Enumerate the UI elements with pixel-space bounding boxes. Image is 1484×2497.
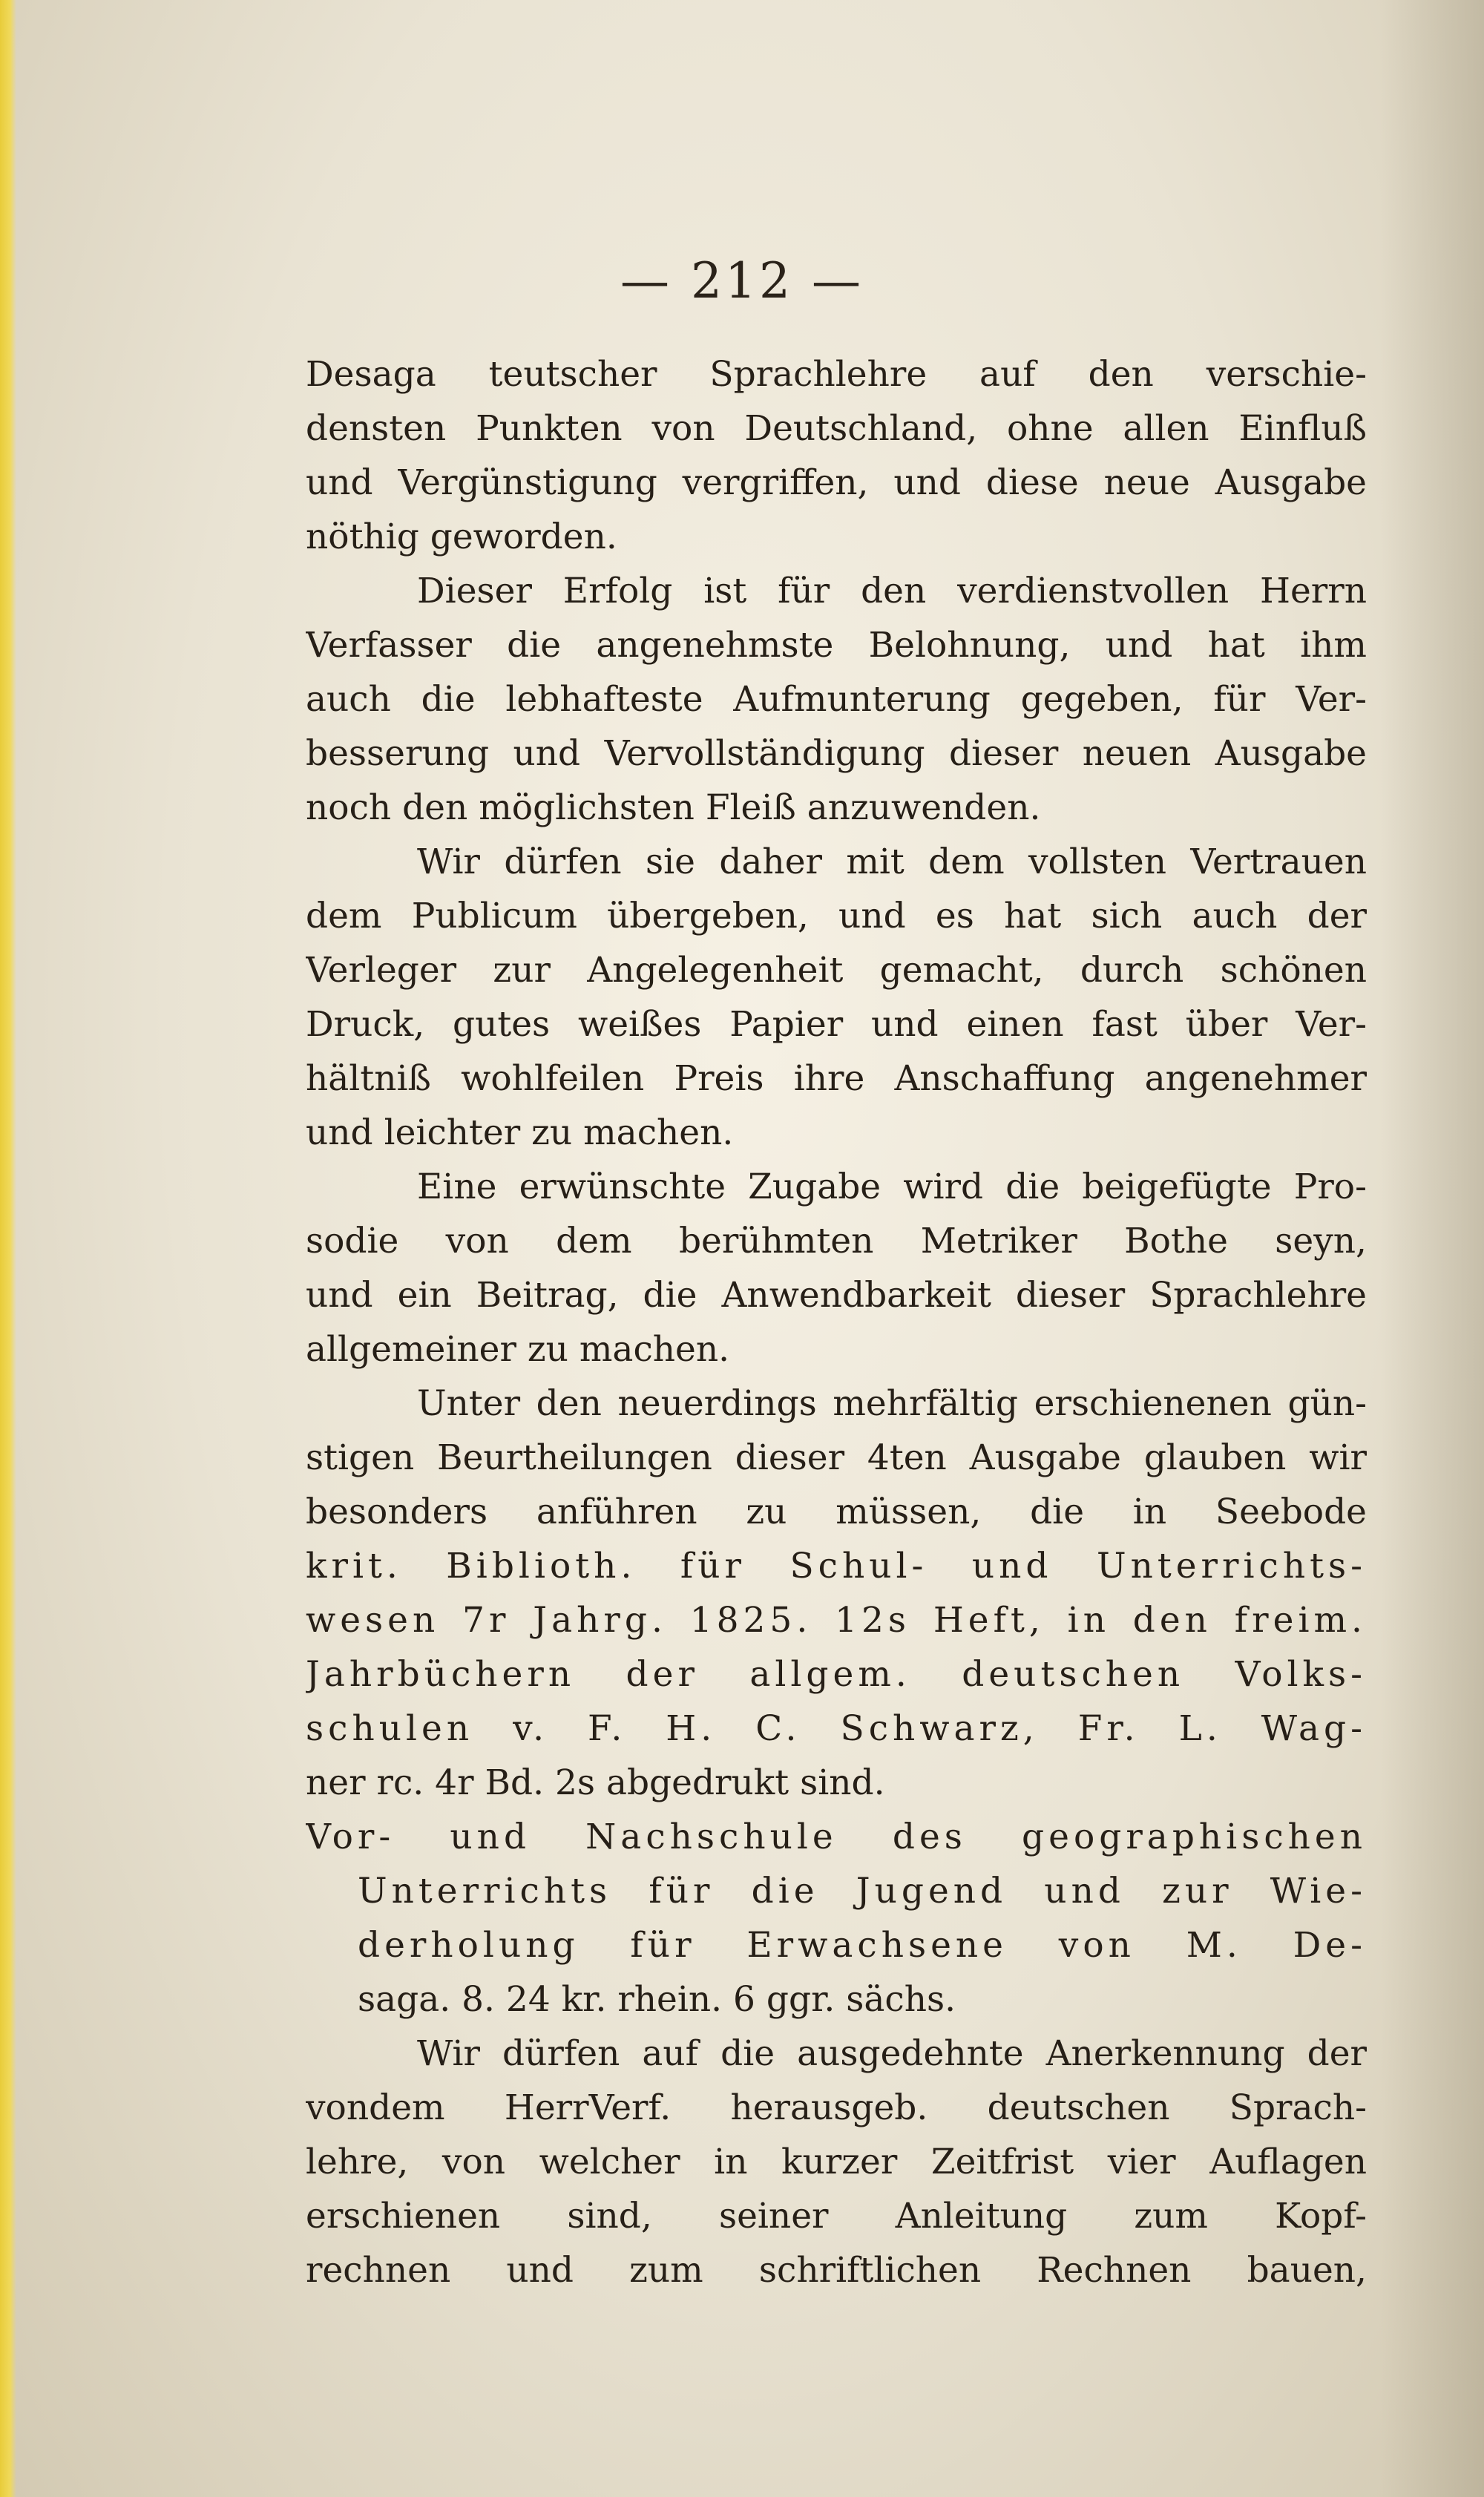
text-line: erschienen sind, seiner Anleitung zum Kopf- bbox=[306, 2196, 1367, 2237]
text-line: stigen Beurtheilungen dieser 4ten Ausgabe glauben wir bbox=[306, 1437, 1367, 1478]
page-header bbox=[0, 252, 1484, 309]
body-text bbox=[306, 347, 1367, 2297]
text-line: noch den möglichsten Fleiß anzuwenden. bbox=[306, 787, 1041, 828]
text-line: und Vergünstigung vergriffen, und diese neue Ausgabe bbox=[306, 462, 1367, 503]
text-line: Druck, gutes weißes Papier und einen fast über Ver- bbox=[306, 1004, 1367, 1045]
text-line: Dieser Erfolg ist für den verdienstvollen Herrn bbox=[417, 571, 1367, 611]
text-line: auch die lebhafteste Aufmunterung gegeben, für Ver- bbox=[306, 679, 1367, 720]
text-line: dem Publicum übergeben, und es hat sich auch der bbox=[306, 896, 1367, 936]
text-line: Jahrbüchern der allgem. deutschen Volks- bbox=[306, 1654, 1367, 1695]
text-line: densten Punkten von Deutschland, ohne allen Einfluß bbox=[306, 408, 1367, 449]
text-line: ner rc. 4r Bd. 2s abgedrukt sind. bbox=[306, 1762, 885, 1803]
text-line: Eine erwünschte Zugabe wird die beigefügte Pro- bbox=[417, 1167, 1367, 1207]
text-line: und leichter zu machen. bbox=[306, 1112, 734, 1153]
text-line: rechnen und zum schriftlichen Rechnen bauen, bbox=[306, 2250, 1367, 2291]
text-line: krit. Biblioth. für Schul- und Unterrichts- bbox=[306, 1546, 1367, 1587]
text-line: Unter den neuerdings mehrfältig erschienenen gün- bbox=[417, 1383, 1367, 1424]
page-shadow bbox=[1380, 0, 1484, 2497]
text-line: derholung für Erwachsene von M. De- bbox=[358, 1925, 1367, 1966]
text-line: schulen v. F. H. C. Schwarz, Fr. L. Wag- bbox=[306, 1708, 1367, 1749]
text-line: Verfasser die angenehmste Belohnung, und hat ihm bbox=[306, 625, 1367, 666]
text-line: wesen 7r Jahrg. 1825. 12s Heft, in den freim. bbox=[306, 1600, 1367, 1641]
text-line: besonders anführen zu müssen, die in Seebode bbox=[306, 1492, 1367, 1532]
page-number: — 212 — bbox=[620, 252, 864, 309]
text-line: Desaga teutscher Sprachlehre auf den verschie- bbox=[306, 354, 1367, 395]
text-line: vondem HerrVerf. herausgeb. deutschen Sprach- bbox=[306, 2087, 1367, 2128]
text-line: lehre, von welcher in kurzer Zeitfrist vier Auflagen bbox=[306, 2142, 1367, 2182]
text-line: nöthig geworden. bbox=[306, 516, 617, 557]
text-line: allgemeiner zu machen. bbox=[306, 1329, 730, 1370]
text-line: Vor- und Nachschule des geographischen bbox=[306, 1817, 1367, 1857]
text-line: besserung und Vervollständigung dieser neuen Ausgabe bbox=[306, 733, 1367, 774]
page-edge bbox=[0, 0, 16, 2497]
text-line: saga. 8. 24 kr. rhein. 6 ggr. sächs. bbox=[358, 1979, 956, 2020]
text-line: sodie von dem berühmten Metriker Bothe seyn, bbox=[306, 1221, 1367, 1261]
text-line: hältniß wohlfeilen Preis ihre Anschaffung angenehmer bbox=[306, 1058, 1367, 1099]
text-line: Verleger zur Angelegenheit gemacht, durch schönen bbox=[306, 950, 1367, 991]
text-line: Unterrichts für die Jugend und zur Wie- bbox=[358, 1871, 1367, 1912]
text-line: Wir dürfen sie daher mit dem vollsten Vertrauen bbox=[417, 841, 1367, 882]
text-line: Wir dürfen auf die ausgedehnte Anerkennung der bbox=[417, 2033, 1367, 2074]
text-line: und ein Beitrag, die Anwendbarkeit dieser Sprachlehre bbox=[306, 1275, 1367, 1316]
